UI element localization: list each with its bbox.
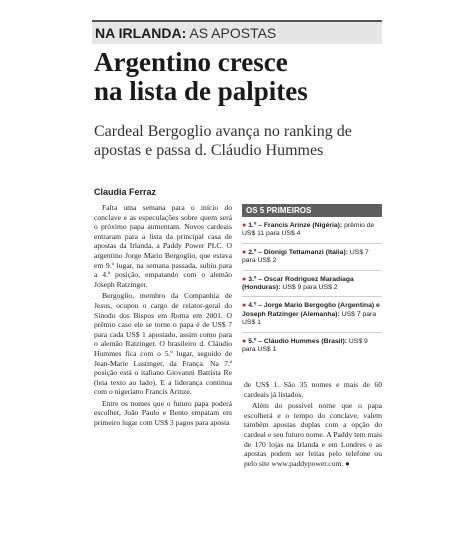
- bullet-icon: ●: [242, 337, 249, 345]
- headline: [94, 48, 382, 106]
- paragraph: Além do possível nome que o papa escolherá e o tempo do conclave, valem também apostas duplas com a opção do cardeal e seu futuro nome. A Paddy tem mais de 170 lojas na Irlanda e em Londres e as apostas podem ser feitas pelo telefone ou pelo site www.paddypower.com. ●: [244, 401, 382, 468]
- byline: Claudia Ferraz: [94, 187, 157, 197]
- paragraph: Entre os nomes que o futuro papa poderá escolher, João Paulo e Bento empatam em primeiro lugar com US$ 3 pagos para aposta: [94, 398, 232, 428]
- article: [92, 20, 382, 520]
- bullet-icon: ●: [242, 248, 249, 256]
- top-five-box: [242, 204, 382, 372]
- list-item: ● 4.º – Jorge Mario Bergoglio (Argentina) e Joseph Ratzinger (Alemanha): US$ 7 para US$ 1: [242, 302, 382, 332]
- paragraph: Bergoglio, membro da Companhia de Jesus, ocupou o cargo de relator-geral do Sínodo dos Bispos em Roma em 2001. O prêmio caso ele se torne o papa é de US$ 7 para cada US$ 1 apostado, assim como para o alemão Ratzinger. O brasileiro d. Cláudio Hummes fica com o 5.º lugar, seguido de Jean-Marie Lustinger, da França. Na 7.ª posição está o italiano Giovanni Battista Re (leia texto ao lado). E a liderança continua com o nigeriano Francis Arinze.: [94, 291, 232, 397]
- bullet-icon: ●: [242, 302, 249, 310]
- body-column-2: [244, 380, 382, 470]
- box-title: OS 5 PRIMEIROS: [242, 204, 382, 217]
- list-item: ● 3.º – Oscar Rodriguez Maradiaga (Honduras): US$ 9 para US$ 2: [242, 276, 382, 298]
- bullet-icon: ●: [242, 275, 249, 283]
- kicker-rest: AS APOSTAS: [186, 25, 277, 41]
- headline-line-2: na lista de palpites: [94, 76, 308, 106]
- paragraph: de US$ 1. São 35 nomes e mais de 60 cardeais já listados.: [244, 380, 382, 399]
- deck-subtitle: Cardeal Bergoglio avança no ranking de apostas e passa d. Cláudio Hummes: [94, 123, 352, 159]
- bullet-icon: ●: [242, 222, 249, 229]
- section-kicker: [92, 20, 382, 44]
- list-item: ● 1.º – Francis Arinze (Nigéria): prêmio de US$ 11 para US$ 4: [242, 222, 382, 244]
- paragraph: Falta uma semana para o início do conclave e as especulações sobre quem será o próximo papa aumentam. Novos cardeais entraram para a lista da principal casa de apostas da Irlanda, a Paddy Power PLC. O argentino Jorge Mario Bergoglio, que estava em 9.º lugar, na semana passada, subiu para a 4.ª posição, empatando com o alemão Joseph Ratzinger.: [94, 203, 232, 289]
- kicker-bold: NA IRLANDA:: [95, 25, 187, 41]
- body-column-1: [94, 203, 232, 430]
- list-item: ● 5.º – Cláudio Hummes (Brasil): US$ 9 para US$ 1: [242, 337, 368, 354]
- list-item: ● 2.º – Dionigi Tettamanzi (Itália): US$ 7 para US$ 2: [242, 249, 382, 271]
- headline-line-1: Argentino cresce: [94, 47, 288, 77]
